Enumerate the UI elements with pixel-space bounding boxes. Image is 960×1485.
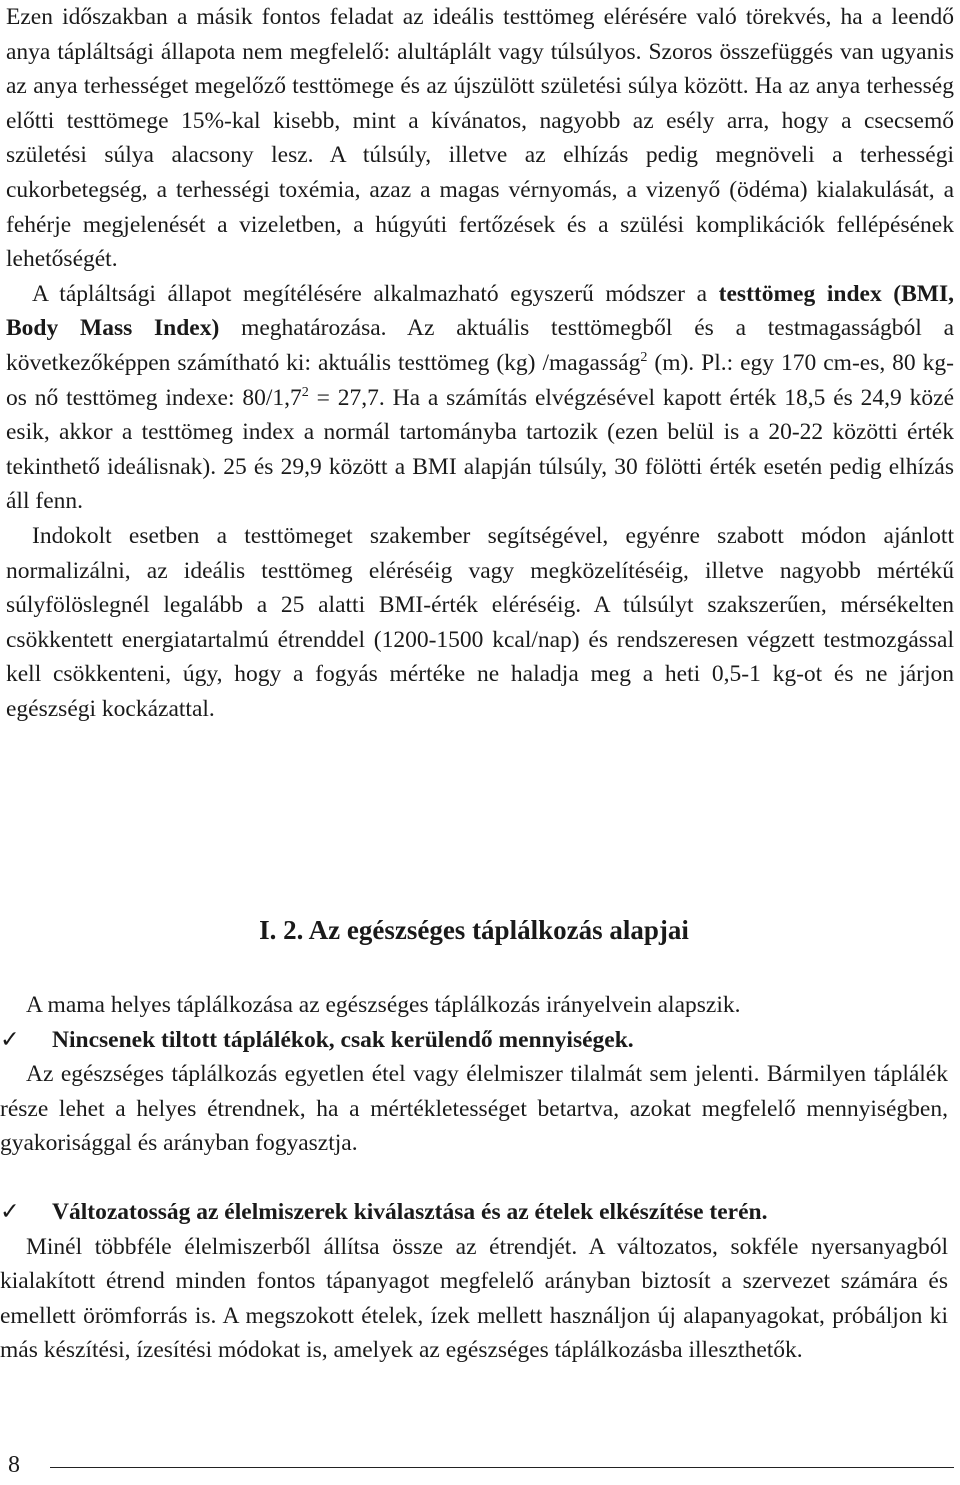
bmi-term: testtömeg index (BMI, Body Mass Index) — [6, 280, 955, 342]
paragraph-bmi — [6, 277, 954, 519]
page-number: 8 — [8, 1452, 20, 1478]
checkmark-icon: ✓ — [0, 1198, 20, 1225]
superscript-square: 2 — [301, 383, 309, 400]
paragraph-ideal-weight: Ezen időszakban a másik fontos feladat az ideális testtömeg elérésére való törekvés, ha a leendő anya tápláltsági állapota nem megfelelő: alultáplált vagy túlsúlyos. Szoros összefüggés van ugyanis az anya terhességet megelőző testtömege és az újszülött születési súlya között. Ha az anya terhesség előtti testtömege 15%-kal kisebb, mint a kívánatos, nagyobb az esély arra, hogy a csecsemő születési súlya alacsony lesz. A túlsúly, illetve az elhízás pedig megnöveli a terhességi cukorbetegség, a terhességi toxémia, azaz a magas vérnyomás, a vizenyő (ödéma) kialakulását, a fehérje megjelenését a vizeletben, a húgyúti fertőzések és a szülési komplikációk fellépésének lehetőségét. — [6, 4, 954, 273]
checklist-item-2-heading: Változatosság az élelmiszerek kiválasztása és az ételek elkészítése terén. — [52, 1198, 768, 1225]
paragraph-weight-normalization: Indokolt esetben a testtömeget szakember segítségével, egyénre szabott módon ajánlott normalizálni, az ideális testtömeg eléréséig vagy megközelítéséig, illetve nagyobb mértékű súlyfölöslegnél legalább a 25 alatti BMI-érték eléréséig. A túlsúlyt szakszerűen, mérsékelten csökkentett energiatartalmú étrenddel (1200-1500 kcal/nap) és rendszeresen végzett testmozgással kell csökkenteni, úgy, hogy a fogyás mértéke ne haladja meg a heti 0,5-1 kg-ot és ne járjon egészségi kockázattal. — [6, 522, 954, 722]
checklist-item-1-heading: Nincsenek tiltott táplálékok, csak kerülendő mennyiségek. — [52, 1026, 634, 1053]
checklist-item-2 — [0, 1195, 948, 1230]
section-body — [0, 988, 948, 1368]
section-title: I. 2. Az egészséges táplálkozás alapjai — [259, 915, 689, 945]
document-page — [6, 0, 954, 726]
checklist-item-2-text: Minél többféle élelmiszerből állítsa össze az étrendjét. A változatos, sokféle nyersanyagból kialakított étrend minden fontos tápanyagot megfelelő arányban biztosít a szervezet számára és emellett örömforrás is. A megszokott ételek, ízek mellett használjon új alapanyagokat, próbáljon ki más készítési, ízesítési módokat is, amelyek az egészséges táplálkozásba illeszthetők. — [0, 1233, 948, 1364]
checklist-item-1 — [0, 1023, 948, 1058]
checklist-item-1-text: Az egészséges táplálkozás egyetlen étel vagy élelmiszer tilalmát sem jelenti. Bármilyen táplálék része lehet a helyes étrendnek, ha a mértékletességet betartva, azokat megfelelő mennyiségben, gyakorisággal és arányban fogyasztja. — [0, 1061, 948, 1157]
checkmark-icon: ✓ — [0, 1026, 20, 1053]
spacer — [0, 1161, 948, 1195]
footer-divider — [50, 1467, 954, 1468]
bmi-text-mid2: (m). Pl.: egy 170 cm-es, 80 kg-os nő testtömeg indexe: 80/1,7 — [6, 349, 954, 411]
section-intro: A mama helyes táplálkozása az egészséges táplálkozás irányelvein alapszik. — [26, 992, 741, 1018]
superscript-square: 2 — [640, 349, 648, 366]
bmi-text-mid: meghatározása. Az aktuális testtömegből és a testmagasságból a következőképpen számítható ki: aktuális testtömeg (kg) /magasság — [6, 315, 954, 376]
bmi-text-start: A tápláltsági állapot megítélésére alkalmazható egyszerű módszer a — [32, 280, 719, 307]
bmi-text-end: = 27,7. Ha a számítás elvégzésével kapott érték 18,5 és 24,9 közé esik, akkor a testtömeg index a normál tartományba tartozik (ezen belül is a 20-22 közötti érték tekinthető ideálisnak). 25 és 29,9 között a BMI alapján túlsúly, 30 fölötti érték esetén pedig elhízás áll fenn. — [6, 384, 954, 515]
